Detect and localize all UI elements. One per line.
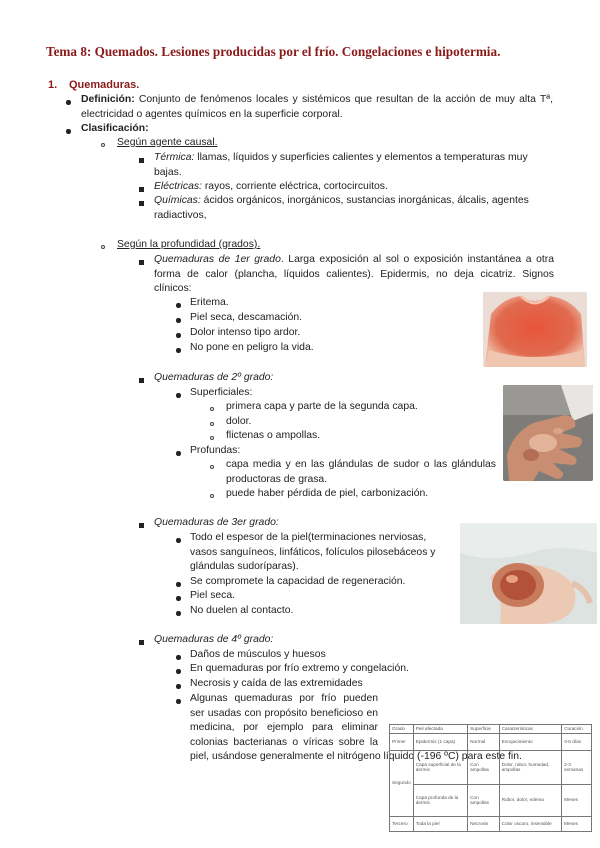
table-row [390, 816, 592, 831]
bullet-circle-icon [210, 494, 214, 498]
table-header-cell: Curación [562, 725, 592, 734]
first-degree-paragraph: Quemaduras de 1er grado. Larga exposición al sol o exposición instantánea a otra forma de calor (plancha, líquidos calientes). Epidermis, no deja cicatriz. Signos clínicos: [154, 254, 554, 295]
table-cell: Capa profunda de la dermis [413, 784, 467, 816]
table-header-row [390, 725, 592, 734]
agent-heading: Según agente causal. [117, 137, 218, 148]
page-title: Tema 8: Quemados. Lesiones producidas por el frío. Congelaciones e hipotermia. [46, 44, 501, 59]
table-cell: Epidermis (1 capa) [413, 733, 467, 750]
bullet-square-icon [139, 378, 144, 383]
bullet-dot-icon [176, 596, 181, 601]
bullet-circle-icon [101, 245, 105, 249]
table-row [390, 784, 592, 816]
third-degree-item: Todo el espesor de la piel(terminaciones nerviosas, vasos sanguíneos, linfáticos, folículos pilosebáceos y glándulas sudoríparas). [190, 532, 436, 573]
table-cell: Con ampollas [468, 784, 499, 816]
section-number: 1. [48, 79, 58, 91]
third-degree-item: Se compromete la capacidad de regeneración. [190, 576, 406, 587]
bullet-square-icon [139, 187, 144, 192]
bullet-square-icon [139, 640, 144, 645]
first-degree-item: Dolor intenso tipo ardor. [190, 327, 301, 338]
table-cell: Enrojecimiento [499, 733, 562, 750]
third-degree-item: Piel seca. [190, 590, 236, 601]
bullet-dot-icon [176, 393, 181, 398]
third-degree-heading: Quemaduras de 3er grado: [154, 517, 279, 528]
bullet-dot-icon [66, 100, 71, 105]
bullet-circle-icon [210, 407, 214, 411]
agent-item-electricas: Eléctricas: rayos, corriente eléctrica, cortocircuitos. [154, 181, 388, 192]
table-cell: Meses [562, 784, 592, 816]
deep-label: Profundas: [190, 445, 241, 456]
deep-item: capa media y en las glándulas de sudor o las glándulas productoras de grasa. [226, 459, 496, 485]
table-cell: Rubor, dolor, edema [499, 784, 562, 816]
first-degree-item: Eritema. [190, 297, 229, 308]
fourth-degree-heading: Quemaduras de 4º grado: [154, 634, 274, 645]
superficial-item: flictenas o ampollas. [226, 430, 321, 441]
table-cell: Primer [390, 733, 414, 750]
table-header-cell: Superficie [468, 725, 499, 734]
bullet-circle-icon [210, 422, 214, 426]
bullet-dot-icon [176, 303, 181, 308]
section-title: Quemaduras. [69, 79, 140, 91]
bullet-square-icon [139, 523, 144, 528]
table-cell: 3-6 días [562, 733, 592, 750]
definition-label: Definición: [81, 94, 135, 105]
table-cell: 2-3 semanas [562, 750, 592, 784]
bullet-circle-icon [210, 465, 214, 469]
burn-degree-table [389, 724, 592, 832]
fourth-degree-item: Necrosis y caída de las extremidades [190, 678, 363, 689]
bullet-dot-icon [176, 684, 181, 689]
definition-text: Conjunto de fenómenos locales y sistémicos que resultan de la acción de muy alta Tª, electricidad o agentes químicos en la superficie corporal. [81, 94, 553, 120]
burned-hand-photo [503, 385, 593, 481]
sunburn-back-photo [483, 292, 587, 367]
agent-item-termica: Térmica: llamas, líquidos y superficies calientes y elementos a temperaturas muy bajas. [154, 152, 528, 178]
table-row [390, 733, 592, 750]
bullet-dot-icon [176, 538, 181, 543]
table-cell: Tercero [390, 816, 414, 831]
table-cell: Normal [468, 733, 499, 750]
depth-heading: Según la profundidad (grados). [117, 239, 261, 250]
bullet-dot-icon [176, 655, 181, 660]
agent-item-quimicas: Químicas: ácidos orgánicos, inorgánicos, sustancias inorgánicas, álcalis, agentes radiactivos, [154, 195, 529, 221]
bullet-square-icon [139, 260, 144, 265]
bullet-dot-icon [176, 348, 181, 353]
table-cell: Color oscuro, insensible [499, 816, 562, 831]
superficial-item: dolor. [226, 416, 252, 427]
deep-item: puede haber pérdida de piel, carbonización. [226, 488, 429, 499]
table-header-cell: Grado [390, 725, 414, 734]
bullet-dot-icon [176, 611, 181, 616]
fourth-degree-item: En quemaduras por frío extremo y congelación. [190, 663, 409, 674]
table-cell: Capa superficial de la dermis [413, 750, 467, 784]
first-degree-item: No pone en peligro la vida. [190, 342, 314, 353]
superficial-item: primera capa y parte de la segunda capa. [226, 401, 418, 412]
table-cell: Dolor, rubor, humedad, ampollas [499, 750, 562, 784]
bullet-square-icon [139, 201, 144, 206]
burned-palm-photo [460, 523, 597, 624]
bullet-dot-icon [176, 669, 181, 674]
bullet-circle-icon [210, 436, 214, 440]
table-header-cell: Piel afectada [413, 725, 467, 734]
classification-heading: Clasificación: [81, 123, 149, 134]
table-header-cell: Características [499, 725, 562, 734]
table-cell: Necrosis [468, 816, 499, 831]
bullet-dot-icon [176, 333, 181, 338]
definition-paragraph [81, 93, 553, 122]
section-heading [48, 79, 139, 91]
second-degree-heading: Quemaduras de 2º grado: [154, 372, 274, 383]
fourth-degree-item: Daños de músculos y huesos [190, 649, 326, 660]
fourth-degree-item-long: Algunas quemaduras por frío pueden ser usadas con propósito beneficioso en medicina, por ejemplo para eliminar colonias bacterianas o víricas sobre la piel, usándose generalmente el nitrógeno líquido (-196 ºC) para este fin. [190, 692, 554, 765]
superficial-label: Superficiales: [190, 387, 253, 398]
bullet-square-icon [139, 158, 144, 163]
table-cell: Segundo [390, 750, 414, 816]
table-cell: Con ampollas [468, 750, 499, 784]
bullet-dot-icon [176, 582, 181, 587]
third-degree-item: No duelen al contacto. [190, 605, 294, 616]
bullet-dot-icon [176, 699, 181, 704]
first-degree-item: Piel seca, descamación. [190, 312, 303, 323]
bullet-dot-icon [176, 451, 181, 456]
bullet-dot-icon [176, 318, 181, 323]
table-row [390, 750, 592, 784]
bullet-circle-icon [101, 143, 105, 147]
table-cell: Meses [562, 816, 592, 831]
bullet-dot-icon [66, 129, 71, 134]
table-cell: Toda la piel [413, 816, 467, 831]
